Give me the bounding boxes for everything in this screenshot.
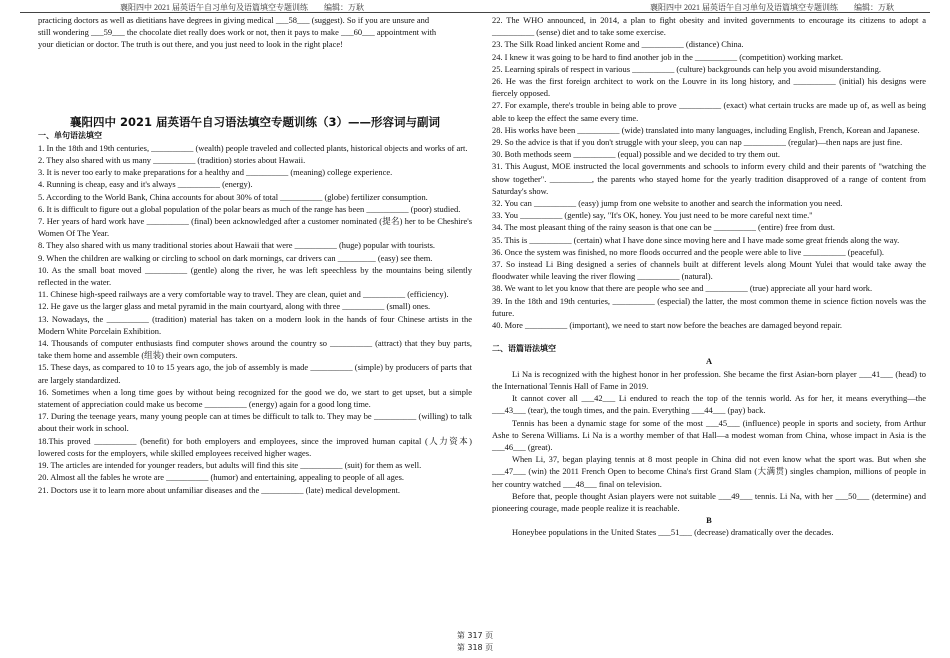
passage-paragraph: It cannot cover all ___42___ Li endured to reach the top of the tennis world. As for her, it means everything—the ___43___ (tear), the tough times, and the pain. Everything ___44___ (pay) back. (492, 393, 926, 416)
question-item: 3. It is never too early to make preparations for a healthy and __________ (meaning) college experience. (38, 167, 393, 178)
question-item: 38. We want to let you know that there are people who see and __________ (true) appreciate all your hard work. (492, 283, 873, 294)
question-item: 4. Running is cheap, easy and it's always __________ (energy). (38, 179, 253, 190)
question-item: 12. He gave us the larger glass and metal pyramid in the main courtyard, along with three __________ (small) ones. (38, 301, 431, 312)
section-heading: 二、语篇语法填空 (492, 344, 556, 354)
passage-paragraph: Before that, people thought Asian players were not suitable ___49___ tennis. Li Na, with her ___50___ (determine) and pioneering courage, made people realize it is reachable. (492, 490, 926, 513)
page-number: 第 318 页 (456, 643, 494, 652)
worksheet-title: 襄阳四中 2021 届英语午自习语法填空专题训练（3）——形容词与副词 (69, 114, 440, 129)
question-item: 30. Both methods seem __________ (equal) possible and we decided to try them out. (492, 149, 780, 160)
question-item: 2. They also shared with us many __________ (tradition) stories about Hawaii. (38, 155, 306, 166)
question-item: 34. The most pleasant thing of the rainy season is that one can be __________ (entire) free from dust. (492, 222, 835, 233)
right-column (492, 14, 926, 539)
question-item: 17. During the teenage years, many young people can at times be difficult to talk to. They may be __________ (willing) to talk about their work in school. (38, 411, 472, 434)
question-item: 26. He was the first foreign architect to work on the Louvre in its long history, and __________ (initial) his designs were fiercely opposed. (492, 76, 926, 99)
passage-label: A (705, 356, 713, 367)
question-item: 7. Her years of hard work have __________ (final) been acknowledged after a customer nominated (提名) her to be Cheshire's Women Of The Year. (38, 216, 472, 239)
page-number: 第 317 页 (456, 631, 494, 640)
intro-line: your dietician or doctor. The truth is out there, and you just need to look in the right place! (38, 39, 343, 50)
question-item: 5. According to the World Bank, China accounts for about 30% of total __________ (globe) fertilizer consumption. (38, 191, 428, 202)
question-item: 36. Once the system was finished, no more floods occurred and the people were able to live __________ (peaceful). (492, 246, 884, 257)
question-item: 23. The Silk Road linked ancient Rome and __________ (distance) China. (492, 39, 744, 50)
page-header-left: 襄阳四中 2021 届英语午自习单句及语篇填空专题训练 编辑：万耿 (120, 3, 364, 12)
question-item: 15. These days, as compared to 10 to 15 years ago, the job of assembly is made __________ (simple) by producers of parts that are largely standardized. (38, 362, 472, 385)
question-item: 25. Learning spirals of respect in various __________ (culture) backgrounds can help you avoid misunderstanding. (492, 63, 881, 74)
question-item: 29. So the advice is that if you don't struggle with your sleep, you can nap __________ (regular)—then naps are just fine. (492, 137, 903, 148)
question-item: 21. Doctors use it to learn more about unfamiliar diseases and the __________ (late) medical development. (38, 484, 401, 495)
question-item: 31. This August, MOE instructed the local governments and schools to inform every child and their parents of "watching the show together". __________, the parents who stayed home for the yearly tradition disapproved of a range of content from Saturday's show. (492, 161, 926, 196)
question-item: 27. For example, there's trouble in being able to prove __________ (exact) what certain trucks are made up of, as well as being able to keep the effect the same every time. (492, 100, 926, 123)
spacer (492, 331, 926, 343)
question-item: 18.This proved __________ (benefit) for both employers and employees, since the improved human capital (人力资本) lowered costs for the employers, while skilled employees received higher wages. (38, 435, 472, 458)
intro-line: practicing doctors as well as dietitians have degrees in giving medical ___58___ (suggest). So if you are unsure and (38, 15, 430, 25)
page-header-right: 襄阳四中 2021 届英语午自习单句及语篇填空专题训练 编辑：万耿 (650, 3, 894, 12)
question-item: 1. In the 18th and 19th centuries, __________ (wealth) people traveled and collected plants, historical objects and works of art. (38, 142, 468, 153)
question-item: 35. This is __________ (certain) what I have done since moving here and I have made some great friends along the way. (492, 234, 900, 245)
passage-paragraph: Honeybee populations in the United States ___51___ (decrease) dramatically over the decades. (512, 527, 834, 538)
question-item: 11. Chinese high-speed railways are a very comfortable way to travel. They are clean, quiet and __________ (efficiency). (38, 289, 449, 300)
question-item: 22. The WHO announced, in 2014, a plan to fight obesity and invited governments to encourage its citizens to adopt a __________ (sense) diet and to take some exercise. (492, 15, 926, 38)
question-item: 39. In the 18th and 19th centuries, __________ (especial) the latter, the most common theme in science fiction novels was the future. (492, 295, 926, 318)
question-item: 6. It is difficult to figure out a global population of the polar bears as much of the range has been __________ (poor) studied. (38, 203, 461, 214)
question-item: 24. I knew it was going to be hard to find another job in the __________ (competition) working market. (492, 51, 844, 62)
question-item: 20. Almost all the fables he wrote are __________ (humor) and entertaining, appealing to people of all ages. (38, 472, 404, 483)
question-item: 32. You can __________ (easy) jump from one website to another and search the information you need. (492, 198, 843, 209)
question-item: 13. Nowadays, the __________ (tradition) material has taken on a modern look in the hands of four Chinese artists in the Modern White Porcelain Exhibition. (38, 313, 472, 336)
intro-line: still wondering ___59___ the chocolate diet really does work or not, then it pays to make ___60___ appointment with (38, 27, 437, 38)
passage-paragraph: When Li, 37, began playing tennis at 8 most people in China did not even know what the sport was. But when she ___47___ (win) the 2011 French Open to become China's first Grand Slam (大满贯) singles champion, millions of people in her country watched ___48___ final on television. (492, 454, 926, 489)
passage-paragraph: Tennis has been a dynamic stage for some of the most ___45___ (influence) people in sports and society, from Arthur Ashe to Serena Williams. Li Na is a worthy member of that Hall—a modest woman from China, whose impact in Asia is the ___46___ (great). (492, 417, 926, 452)
question-item: 8. They also shared with us many traditional stories about Hawaii that were __________ (huge) popular with tourists. (38, 240, 436, 251)
question-item: 19. The articles are intended for younger readers, but adults will find this site __________ (suit) for them as well. (38, 460, 422, 471)
left-column (38, 14, 472, 496)
question-item: 37. So instead Li Bing designed a series of channels built at different levels along Mount Yulei that would take away the floodwater while leaving the river flowing __________ (natural). (492, 259, 926, 282)
passage-paragraph: Li Na is recognized with the highest honor in her profession. She became the first Asian-born player ___41___ (head) to the International Tennis Hall of Fame in 2019. (492, 368, 926, 391)
question-item: 14. Thousands of computer enthusiasts find computer shows around the country so __________ (attract) that they buy parts, take them home and assemble (组装) their own computers. (38, 338, 472, 361)
question-item: 9. When the children are walking or circling to school on dark mornings, car drivers can _________ (easy) see them. (38, 252, 433, 263)
question-item: 16. Sometimes when a long time goes by without being recognized for the good we do, we start to get upset, but a simple statement of appreciation could make us become __________ (energy) again for a good long time. (38, 386, 472, 410)
question-item: 40. More __________ (important), we need to start now before the beaches are damaged beyond repair. (492, 320, 843, 331)
question-item: 10. As the small boat moved __________ (gentle) along the river, he was left speechless by the mountains being silently reflected in the water. (38, 264, 472, 288)
section-heading: 一、单句语法填空 (38, 130, 102, 140)
header-rule (20, 12, 930, 13)
question-item: 28. His works have been __________ (wide) translated into many languages, including English, French, Korean and Japanese. (492, 124, 920, 135)
question-item: 33. You __________ (gentle) say, "It's OK, honey. You just need to be more careful next time." (492, 210, 813, 221)
passage-label: B (706, 515, 712, 526)
